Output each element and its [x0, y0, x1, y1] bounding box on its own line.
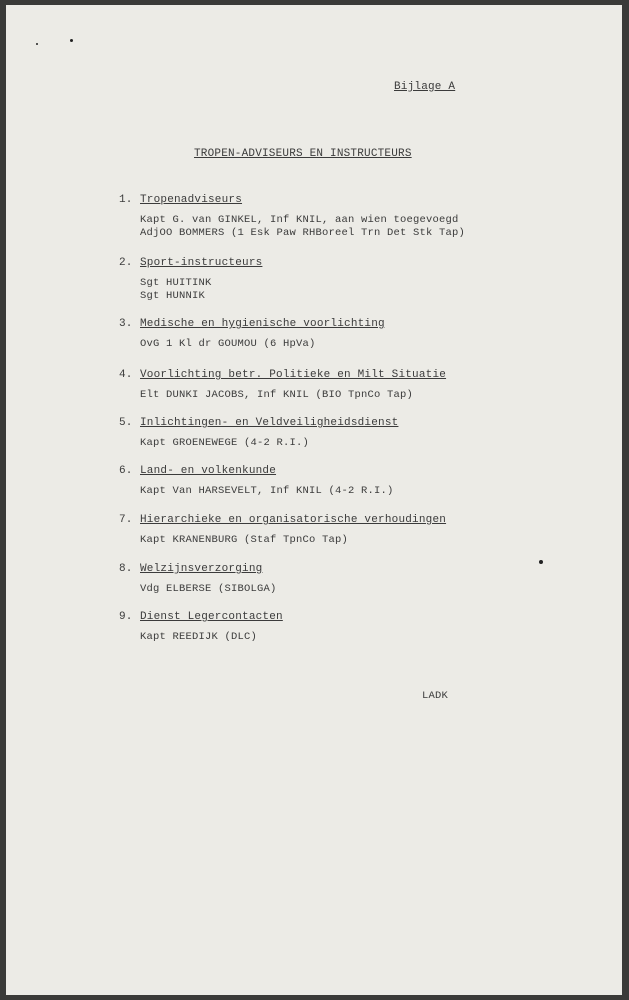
item-heading: Inlichtingen- en Veldveiligheidsdienst [140, 417, 399, 429]
item-line: AdjOO BOMMERS (1 Esk Paw RHBoreel Trn Det Stk Tap) [140, 227, 466, 239]
paper-speck [36, 43, 38, 45]
item-number: 3. [119, 318, 133, 330]
list-item [119, 318, 589, 351]
signature-initials: LADK [422, 690, 449, 702]
item-heading: Sport-instructeurs [140, 257, 263, 269]
page-title: TROPEN-ADVISEURS EN INSTRUCTEURS [194, 148, 412, 160]
item-number: 6. [119, 465, 133, 477]
item-line: Elt DUNKI JACOBS, Inf KNIL (BIO TpnCo Tap) [140, 389, 414, 401]
document-page [6, 5, 622, 995]
item-heading: Land- en volkenkunde [140, 465, 277, 477]
item-heading: Hierarchieke en organisatorische verhoudingen [140, 514, 447, 526]
list-item [119, 194, 589, 240]
list-item [119, 514, 589, 547]
paper-speck [70, 39, 73, 42]
item-line: Kapt REEDIJK (DLC) [140, 631, 258, 643]
item-heading: Medische en hygienische voorlichting [140, 318, 385, 330]
item-heading: Tropenadviseurs [140, 194, 243, 206]
list-item [119, 369, 589, 402]
item-number: 8. [119, 563, 133, 575]
item-line: OvG 1 Kl dr GOUMOU (6 HpVa) [140, 338, 316, 350]
item-number: 1. [119, 194, 133, 206]
annex-label: Bijlage A [394, 81, 456, 93]
list-item [119, 563, 589, 596]
item-line: Kapt G. van GINKEL, Inf KNIL, aan wien toegevoegd [140, 214, 459, 226]
item-line: Vdg ELBERSE (SIBOLGA) [140, 583, 277, 595]
item-line: Sgt HUNNIK [140, 290, 206, 302]
item-line: Kapt GROENEWEGE (4-2 R.I.) [140, 437, 310, 449]
item-number: 5. [119, 417, 133, 429]
item-number: 7. [119, 514, 133, 526]
item-number: 9. [119, 611, 133, 623]
item-heading: Voorlichting betr. Politieke en Milt Situatie [140, 369, 447, 381]
item-line: Sgt HUITINK [140, 277, 212, 289]
item-line: Kapt Van HARSEVELT, Inf KNIL (4-2 R.I.) [140, 485, 394, 497]
list-item [119, 465, 589, 498]
item-number: 4. [119, 369, 133, 381]
item-line: Kapt KRANENBURG (Staf TpnCo Tap) [140, 534, 349, 546]
list-item [119, 611, 589, 644]
item-heading: Dienst Legercontacten [140, 611, 283, 623]
list-item [119, 417, 589, 450]
item-heading: Welzijnsverzorging [140, 563, 263, 575]
item-number: 2. [119, 257, 133, 269]
list-item [119, 257, 589, 303]
